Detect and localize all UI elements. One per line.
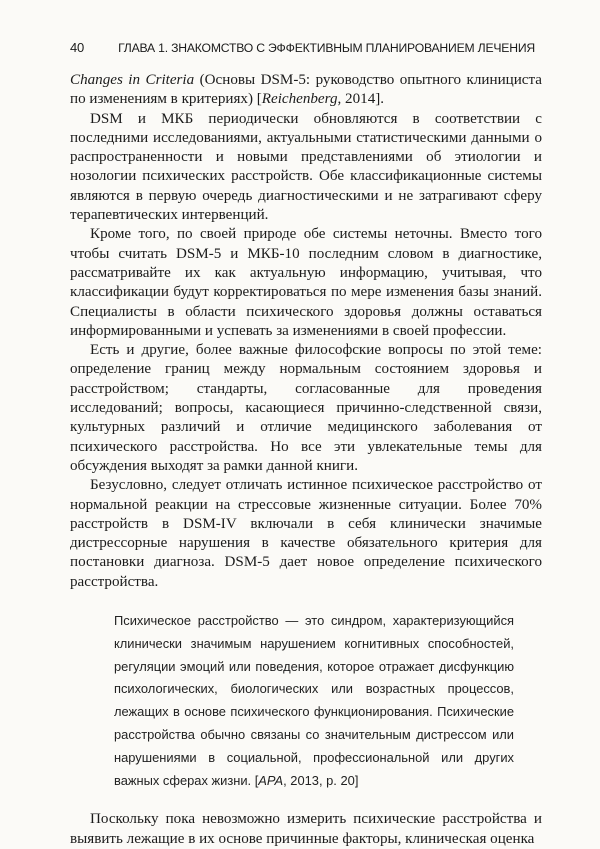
paragraph-4: Есть и другие, более важные философские вопросы по этой теме: определение границ между нормальным состоянием здоровья и расстройством; стандарты, согласованные для проведения исследований; вопросы, касающиеся причинно-следственной связи, культурных различий и отличие медицинского заболевания от психического расстройства. Но все эти увлекательные темы для обсуждения выходят за рамки данной книги. bbox=[70, 342, 542, 474]
quote-citation-rest: , 2013, p. 20] bbox=[283, 772, 359, 788]
paragraph-3: Кроме того, по своей природе обе системы неточны. Вместо того чтобы считать DSM-5 и МКБ-10 последним словом в диагностике, рассматривайте их как актуальную информацию, учитывая, что классификации будут корректироваться по мере изменения базы знаний. Специалисты в области психического здоровья должны оставаться информированными и успевать за изменениями в своей профессии. bbox=[70, 226, 542, 339]
paragraph-5: Безусловно, следует отличать истинное психическое расстройство от нормальной реакции на стрессовые жизненные ситуации. Более 70% расстройств в DSM-IV включали в себя клинически значимые дистрессорные нарушения в качестве обязательного критерия для постановки диагноза. DSM-5 дает новое определение психического расстройства. bbox=[70, 477, 542, 590]
running-header bbox=[70, 40, 542, 55]
paragraph-2: DSM и МКБ периодически обновляются в соответствии с последними исследованиями, актуальными статистическими данными о распространенности и новыми представлениями об этиологии и нозологии психических расстройств. Обе классификационные системы являются в первую очередь диагностическими и не затрагивают сферу терапевтических интервенций. bbox=[70, 110, 542, 224]
paragraph-6: Поскольку пока невозможно измерить психические расстройства и выявить лежащие в их основе причинные факторы, клиническая оценка bbox=[70, 811, 542, 847]
body-text bbox=[70, 71, 542, 849]
chapter-running-title: ГЛАВА 1. ЗНАКОМСТВО С ЭФФЕКТИВНЫМ ПЛАНИРОВАНИЕМ ЛЕЧЕНИЯ bbox=[118, 41, 535, 55]
paragraph-1 bbox=[70, 71, 542, 110]
source-description: (Основы DSM-5: руководство опытного клинициста по изменениям в критериях) [ bbox=[70, 72, 542, 108]
quote-citation-author: APA bbox=[258, 772, 284, 788]
page-number: 40 bbox=[70, 40, 85, 55]
source-title: Changes in Criteria bbox=[70, 72, 195, 88]
citation-year: , 2014]. bbox=[337, 91, 385, 108]
definition-blockquote bbox=[114, 610, 514, 792]
citation-author: Reichenberg bbox=[261, 91, 338, 108]
book-page bbox=[70, 40, 542, 849]
quote-text: Психическое расстройство — это синдром, характеризующийся клинически значимым нарушением когнитивных способностей, регуляции эмоций или поведения, которое отражает дисфункцию психологических, биологических или возрастных процессов, лежащих в основе психического функционирования. Психические расстройства обычно связаны со значительным дистрессом или нарушениями в социальной, профессиональной или других важных сферах жизни. [ bbox=[114, 613, 514, 788]
